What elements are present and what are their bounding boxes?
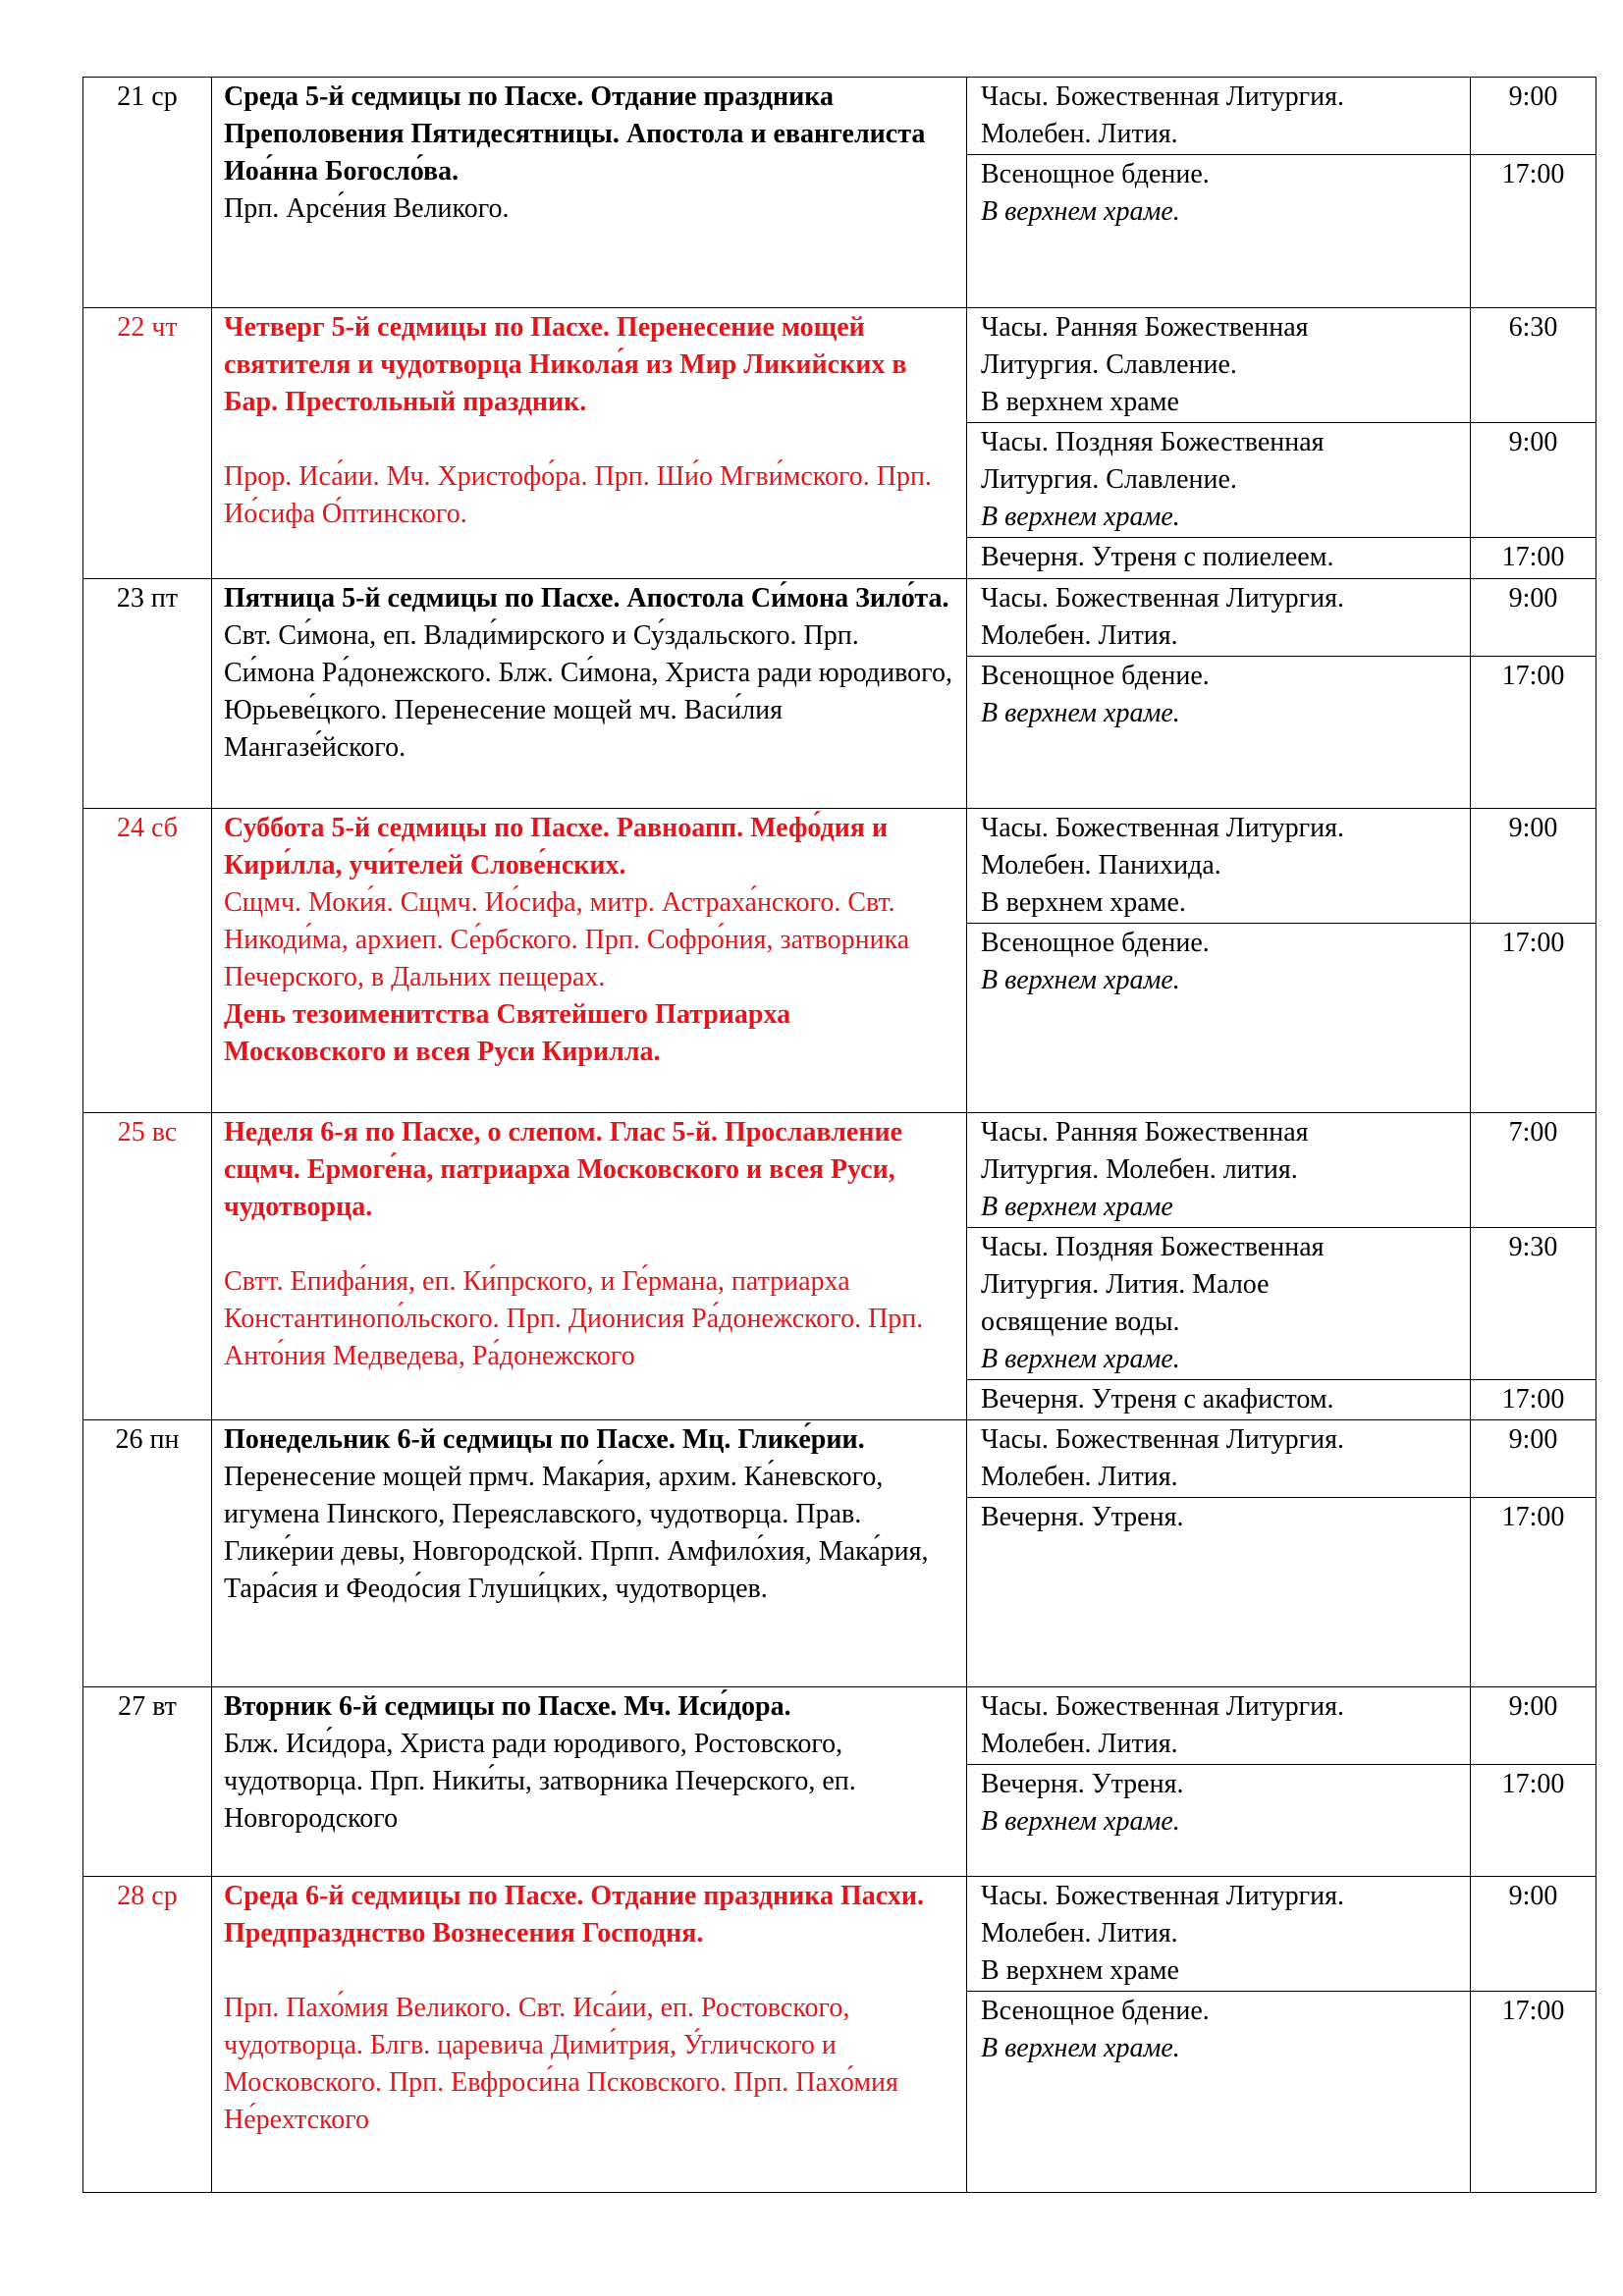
service-line: Всенощное бдение. — [981, 928, 1210, 958]
service-line: Часы. Божественная Литургия. — [981, 1424, 1344, 1455]
service-line: Часы. Поздняя Божественная — [981, 427, 1325, 457]
service-line: Часы. Ранняя Божественная — [981, 312, 1309, 343]
service-time: 7:00 — [1471, 1113, 1596, 1228]
schedule-row — [83, 1420, 1596, 1498]
service-line: Литургия. Молебен. лития. — [981, 1154, 1298, 1185]
service-time: 17:00 — [1471, 657, 1596, 809]
service-description — [967, 1228, 1471, 1380]
service-line: Молебен. Лития. — [981, 1729, 1178, 1759]
day-date: 27 вт — [83, 1687, 212, 1877]
service-time: 9:00 — [1471, 423, 1596, 538]
schedule-row — [83, 78, 1596, 155]
service-line: Часы. Божественная Литургия. — [981, 583, 1344, 614]
service-location: В верхнем храме — [981, 1192, 1173, 1222]
service-line: Молебен. Лития. — [981, 1462, 1178, 1492]
service-line: Часы. Божественная Литургия. — [981, 1691, 1344, 1722]
service-description — [967, 1992, 1471, 2193]
service-line: Часы. Божественная Литургия. — [981, 813, 1344, 843]
service-description — [967, 1877, 1471, 1992]
service-line: Литургия. Славление. — [981, 349, 1237, 380]
feast-title: Среда 6-й седмицы по Пасхе. Отдание праздника Пасхи. Предпразднство Вознесения Господня. — [224, 1881, 924, 1949]
feast-title: Вторник 6-й седмицы по Пасхе. Мч. Иси́дора. — [224, 1691, 791, 1722]
schedule-row — [83, 1687, 1596, 1765]
day-date: 26 пн — [83, 1420, 212, 1687]
service-line: Молебен. Лития. — [981, 1918, 1178, 1949]
service-location: В верхнем храме. — [981, 965, 1180, 995]
day-description — [212, 1113, 967, 1420]
service-description — [967, 1498, 1471, 1687]
service-time: 9:00 — [1471, 1877, 1596, 1992]
service-line: В верхнем храме — [981, 1955, 1179, 1986]
service-time: 17:00 — [1471, 1498, 1596, 1687]
service-description — [967, 1765, 1471, 1877]
schedule-row — [83, 809, 1596, 924]
service-description — [967, 924, 1471, 1113]
service-location: В верхнем храме. — [981, 502, 1180, 532]
schedule-row — [83, 1113, 1596, 1228]
day-description — [212, 308, 967, 579]
service-description — [967, 1113, 1471, 1228]
service-description — [967, 308, 1471, 423]
feast-title: Четверг 5-й седмицы по Пасхе. Перенесение мощей святителя и чудотворца Никола́я из Мир Ликийских в Бар. Престольный праздник. — [224, 312, 907, 417]
service-line: В верхнем храме — [981, 387, 1179, 417]
day-description — [212, 1687, 967, 1877]
service-description — [967, 423, 1471, 538]
schedule-table — [82, 77, 1596, 2193]
service-line: Молебен. Панихида. — [981, 850, 1221, 881]
schedule-sheet — [82, 77, 1596, 2193]
service-time: 9:00 — [1471, 809, 1596, 924]
service-description — [967, 1687, 1471, 1765]
service-line: освящение воды. — [981, 1307, 1180, 1337]
service-location: В верхнем храме. — [981, 2033, 1180, 2063]
service-line: Молебен. Лития. — [981, 119, 1178, 149]
service-line: Часы. Поздняя Божественная — [981, 1232, 1325, 1262]
service-line: Всенощное бдение. — [981, 661, 1210, 691]
service-location: В верхнем храме. — [981, 196, 1180, 227]
service-line: Часы. Божественная Литургия. — [981, 81, 1344, 112]
saints-list: Свт. Си́мона, еп. Влади́мирского и Су́здальского. Прп. Си́мона Ра́донежского. Блж. Си́мона, Христа ради юродивого, Юрьеве́цкого. Перенесение мощей мч. Васи́лия Мангазе́йского. — [224, 620, 952, 763]
day-date: 25 вс — [83, 1113, 212, 1420]
service-description — [967, 657, 1471, 809]
service-time: 9:00 — [1471, 579, 1596, 657]
service-line: Вечерня. Утреня. — [981, 1769, 1184, 1799]
spacer — [224, 421, 956, 458]
day-date: 28 ср — [83, 1877, 212, 2193]
service-location: В верхнем храме. — [981, 1344, 1180, 1374]
schedule-row — [83, 579, 1596, 657]
day-date: 22 чт — [83, 308, 212, 579]
service-line: Молебен. Лития. — [981, 620, 1178, 651]
feast-note: День тезоименитства Святейшего Патриарха Московского и всея Руси Кирилла. — [224, 999, 791, 1067]
service-description — [967, 579, 1471, 657]
service-time: 9:00 — [1471, 1687, 1596, 1765]
service-description — [967, 78, 1471, 155]
service-line: Всенощное бдение. — [981, 159, 1210, 189]
service-line: Вечерня. Утреня с полиелеем. — [981, 542, 1334, 572]
feast-title: Понедельник 6-й седмицы по Пасхе. Мц. Глике́рии. — [224, 1424, 865, 1455]
service-line: Литургия. Лития. Малое — [981, 1269, 1270, 1300]
service-time: 17:00 — [1471, 924, 1596, 1113]
day-date: 21 ср — [83, 78, 212, 308]
service-line: Вечерня. Утреня с акафистом. — [981, 1384, 1334, 1415]
saints-list: Свтт. Епифа́ния, еп. Ки́прского, и Ге́рмана, патриарха Константинопо́льского. Прп. Дионисия Ра́донежского. Прп. Анто́ния Медведева, Ра́донежского — [224, 1266, 924, 1371]
service-description — [967, 1420, 1471, 1498]
service-time: 17:00 — [1471, 538, 1596, 579]
day-description — [212, 78, 967, 308]
schedule-row — [83, 1877, 1596, 1992]
schedule-row — [83, 308, 1596, 423]
saints-list: Прп. Арсе́ния Великого. — [224, 193, 510, 224]
service-description — [967, 538, 1471, 579]
service-location: В верхнем храме. — [981, 698, 1180, 728]
feast-title: Пятница 5-й седмицы по Пасхе. Апостола Си́мона Зило́та. — [224, 583, 949, 614]
service-line: Всенощное бдение. — [981, 1996, 1210, 2026]
saints-list: Блж. Иси́дора, Христа ради юродивого, Ростовского, чудотворца. Прп. Ники́ты, затворника Печерского, еп. Новгородского — [224, 1729, 856, 1834]
service-line: Литургия. Славление. — [981, 464, 1237, 495]
service-description — [967, 1380, 1471, 1420]
service-line: В верхнем храме. — [981, 887, 1186, 918]
service-description — [967, 155, 1471, 308]
service-time: 9:00 — [1471, 1420, 1596, 1498]
service-location: В верхнем храме. — [981, 1806, 1180, 1837]
day-date: 23 пт — [83, 579, 212, 809]
service-time: 6:30 — [1471, 308, 1596, 423]
service-time: 17:00 — [1471, 1765, 1596, 1877]
spacer — [224, 1952, 956, 1990]
saints-list: Перенесение мощей прмч. Мака́рия, архим. Ка́невского, игумена Пинского, Переяславского, чудотворца. Прав. Глике́рии девы, Новгородской. Прпп. Амфило́хия, Мака́рия, Тара́сия и Феодо́сия Глуши́цких, чудотворцев. — [224, 1462, 929, 1604]
day-description — [212, 809, 967, 1113]
spacer — [224, 1226, 956, 1263]
saints-list: Сщмч. Моки́я. Сщмч. Ио́сифа, митр. Астраха́нского. Свт. Никоди́ма, архиеп. Се́рбского. Прп. Софро́ния, затворника Печерского, в Дальних пещерах. — [224, 887, 910, 992]
feast-title: Неделя 6-я по Пасхе, о слепом. Глас 5-й. Прославление сщмч. Ермоге́на, патриарха Московского и всея Руси, чудотворца. — [224, 1117, 903, 1222]
service-time: 17:00 — [1471, 155, 1596, 308]
service-time: 17:00 — [1471, 1992, 1596, 2193]
service-time: 9:00 — [1471, 78, 1596, 155]
service-line: Часы. Ранняя Божественная — [981, 1117, 1309, 1148]
service-line: Вечерня. Утреня. — [981, 1502, 1184, 1532]
saints-list: Прп. Пахо́мия Великого. Свт. Иса́ии, еп. Ростовского, чудотворца. Блгв. царевича Дими́трия, У́гличского и Московского. Прп. Евфроси́на Псковского. Прп. Пахо́мия Не́рехтского — [224, 1993, 898, 2135]
service-description — [967, 809, 1471, 924]
schedule-body — [83, 78, 1596, 2193]
day-description — [212, 1877, 967, 2193]
feast-title: Среда 5-й седмицы по Пасхе. Отдание праздника Преполовения Пятидесятницы. Апостола и евангелиста Иоа́нна Богосло́ва. — [224, 81, 926, 187]
day-date: 24 сб — [83, 809, 212, 1113]
feast-title: Суббота 5-й седмицы по Пасхе. Равноапп. Мефо́дия и Кири́лла, учи́телей Слове́нских. — [224, 813, 889, 881]
service-time: 17:00 — [1471, 1380, 1596, 1420]
saints-list: Прор. Иса́ии. Мч. Христофо́ра. Прп. Ши́о Мгви́мского. Прп. Ио́сифа О́птинского. — [224, 461, 932, 529]
service-time: 9:30 — [1471, 1228, 1596, 1380]
day-description — [212, 579, 967, 809]
service-line: Часы. Божественная Литургия. — [981, 1881, 1344, 1911]
day-description — [212, 1420, 967, 1687]
